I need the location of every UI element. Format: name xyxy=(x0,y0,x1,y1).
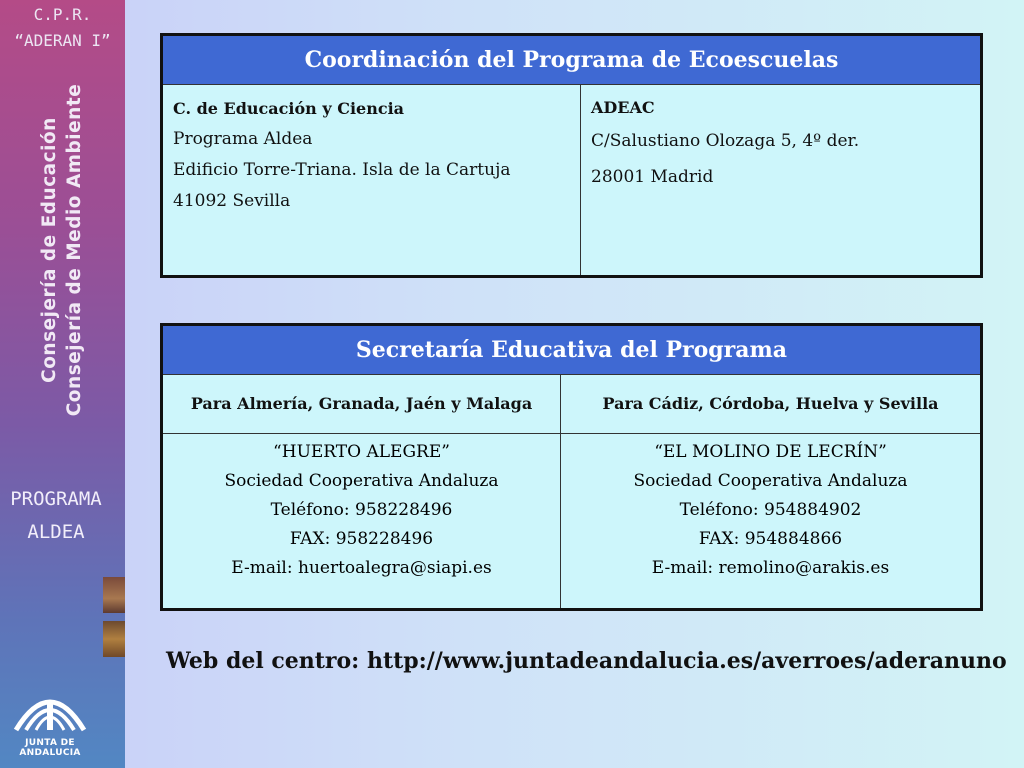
region-header-left: Para Almería, Granada, Jaén y Malaga xyxy=(162,375,561,434)
address-line: Programa Aldea xyxy=(173,129,313,149)
contact-email: E-mail: huertoalegra@siapi.es xyxy=(231,558,492,578)
coordination-right-cell xyxy=(581,85,982,277)
contact-email: E-mail: remolino@arakis.es xyxy=(651,558,890,578)
address-line: 41092 Sevilla xyxy=(173,191,291,211)
logo-caption: JUNTA DE ANDALUCIA xyxy=(19,738,81,758)
contact-fax: FAX: 954884866 xyxy=(698,529,843,549)
aldea-label: ALDEA xyxy=(27,521,85,543)
contact-fax: FAX: 958228496 xyxy=(289,529,434,549)
cpr-label: C.P.R. xyxy=(33,5,92,24)
secretaria-title: Secretaría Educativa del Programa xyxy=(162,325,982,375)
school-name xyxy=(0,2,125,54)
aderan-label: “ADERAN I” xyxy=(14,31,111,50)
department-environment: Consejería de Medio Ambiente xyxy=(64,83,85,417)
contact-org: Sociedad Cooperativa Andaluza xyxy=(633,471,908,491)
contact-left-cell xyxy=(162,434,561,610)
region-header-right: Para Cádiz, Córdoba, Huelva y Sevilla xyxy=(561,375,982,434)
sidebar xyxy=(0,0,125,768)
secretaria-table xyxy=(160,323,983,611)
junta-andalucia-logo-icon xyxy=(12,680,88,732)
vertical-departments xyxy=(37,70,87,430)
contact-phone: Teléfono: 958228496 xyxy=(270,500,453,520)
address-line: C/Salustiano Olozaga 5, 4º der. xyxy=(591,131,860,151)
contact-name: “HUERTO ALEGRE” xyxy=(273,442,450,462)
address-line: Edificio Torre-Triana. Isla de la Cartuja xyxy=(173,160,511,180)
coordination-left-cell xyxy=(162,85,581,277)
address-line: 28001 Madrid xyxy=(591,167,714,187)
contact-org: Sociedad Cooperativa Andaluza xyxy=(224,471,499,491)
contact-name: “EL MOLINO DE LECRÍN” xyxy=(654,442,887,462)
photo-thumbnail xyxy=(103,621,125,657)
coordination-table xyxy=(160,33,983,278)
org-name: C. de Educación y Ciencia xyxy=(173,99,405,118)
org-name: ADEAC xyxy=(591,98,655,117)
programa-label: PROGRAMA xyxy=(10,488,102,510)
contact-right-cell xyxy=(561,434,982,610)
contact-phone: Teléfono: 954884902 xyxy=(679,500,862,520)
department-education: Consejería de Educación xyxy=(39,117,60,383)
web-link[interactable]: Web del centro: http://www.juntadeandalucia.es/averroes/aderanuno xyxy=(166,648,1007,674)
programa-aldea xyxy=(0,483,112,549)
coordination-title: Coordinación del Programa de Ecoescuelas xyxy=(162,35,982,85)
photo-thumbnail xyxy=(103,577,125,613)
